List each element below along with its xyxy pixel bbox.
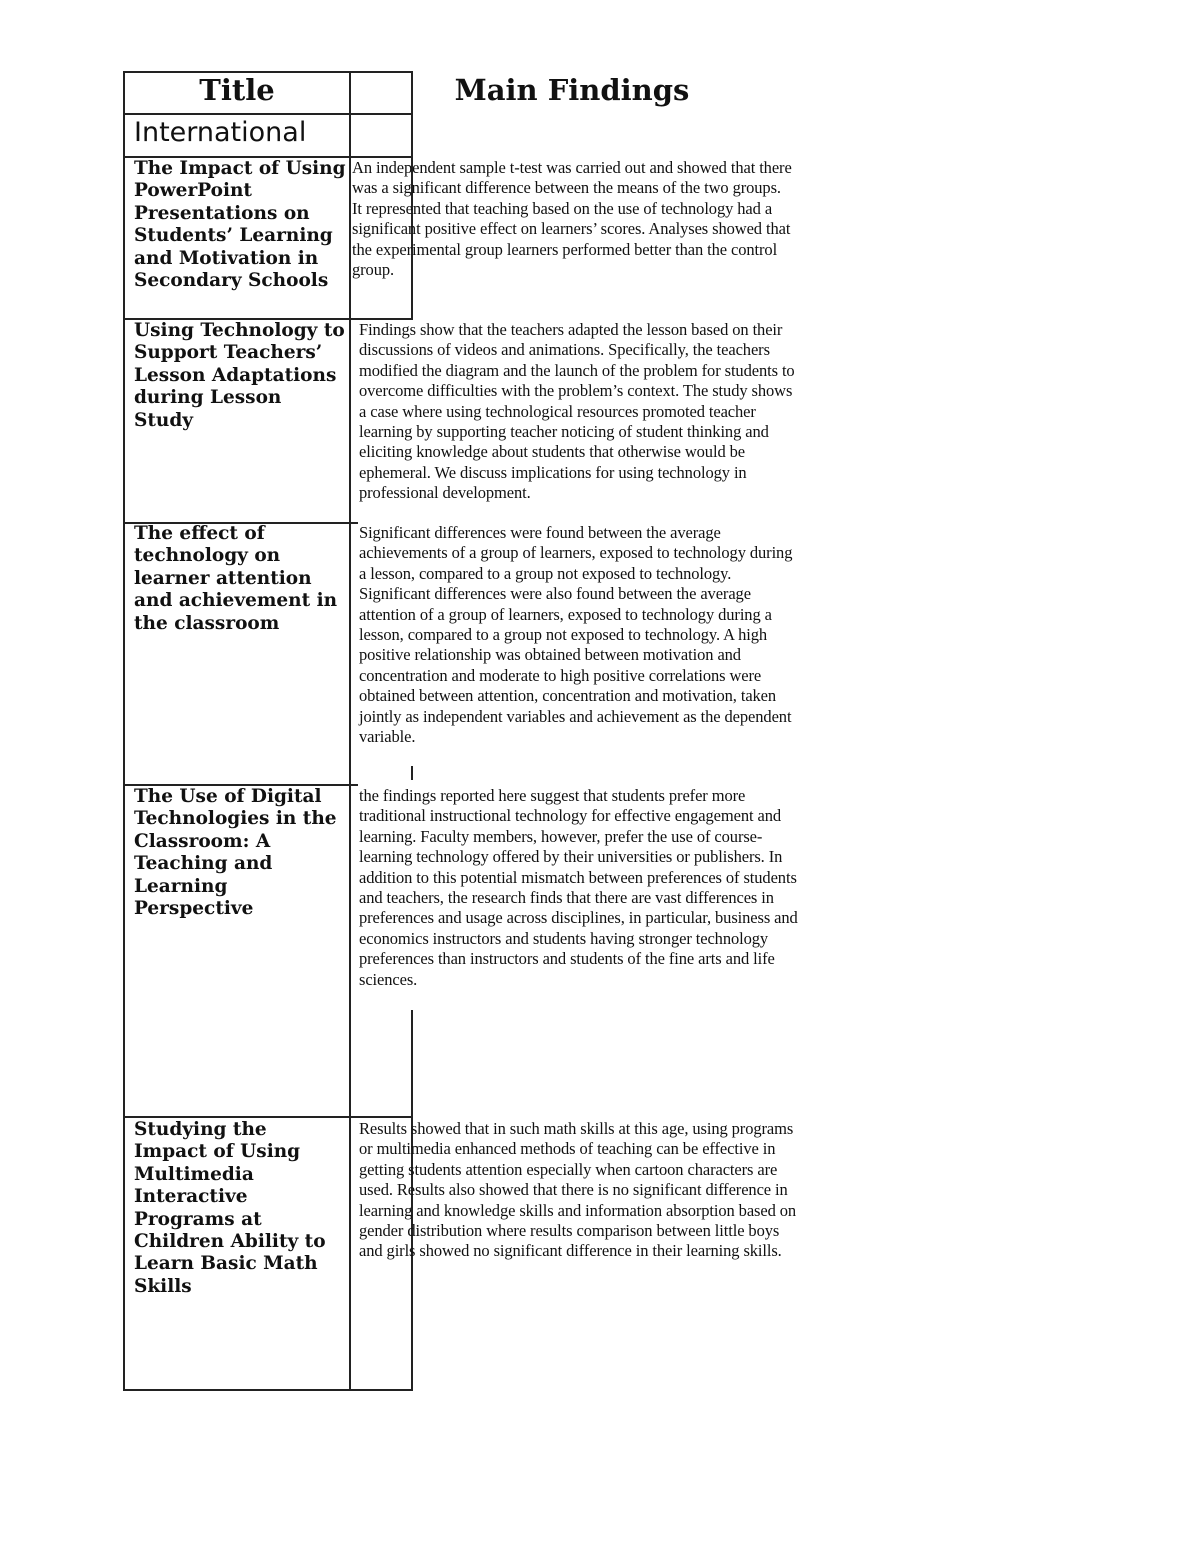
study-finding: Findings show that the teachers adapted the lesson based on their discussions of videos and animations. Specifically, the teachers modified the diagram and the launch of the problem for students to overcome difficulties with the problem’s context. The study shows a case where using technological resources promoted teacher learning by supporting teacher noticing of student thinking and eliciting knowledge about students that otherwise would be ephemeral. We discuss implications for using technology in professional development. — [359, 320, 795, 503]
table-border-left — [123, 71, 125, 1391]
study-title: Studying the Impact of Using Multimedia Interactive Programs at Children Ability to Learn Basic Math Skills — [134, 1119, 326, 1297]
study-finding: An independent sample t-test was carried out and showed that there was a significant difference between the means of the two groups. It represented that teaching based on the use of technology had a significant positive effect on learners’ scores. Analyses showed that the experimental group learners performed better than the control group. — [352, 158, 792, 280]
study-finding: Significant differences were found between the average achievements of a group of learners, exposed to technology during a lesson, compared to a group not exposed to technology. Significant differences were also found between the average attention of a group of learners, exposed to technology during a lesson, compared to a group not exposed to technology. A high positive relationship was obtained between motivation and concentration and moderate to high positive correlations were obtained between attention, concentration and motivation, taken jointly as independent variables and achievement as the dependent variable. — [359, 523, 793, 747]
study-title: The Use of Digital Technologies in the Classroom: A Teaching and Learning Perspective — [134, 786, 337, 920]
table-border-bottom — [123, 1389, 413, 1391]
table-border-right-mid — [411, 766, 413, 780]
study-finding: the findings reported here suggest that students prefer more traditional instructional technology for effective engagement and learning. Faculty members, however, prefer the use of course-learning technology offered by their universities or publishers. In addition to this potential mismatch between preferences of students and teachers, the research finds that there are vast differences in preferences and usage across disciplines, in particular, business and economics instructors and students having stronger technology preferences than instructors and students of the fine arts and life sciences. — [359, 786, 798, 989]
table-column-divider — [349, 71, 351, 1391]
study-title: The Impact of Using PowerPoint Presentations on Students’ Learning and Motivation in Secondary Schools — [134, 158, 346, 292]
section-label-international: International — [134, 117, 307, 148]
row-divider-4 — [123, 1116, 413, 1118]
study-title: Using Technology to Support Teachers’ Lesson Adaptations during Lesson Study — [134, 320, 345, 431]
column-header-title: Title — [199, 73, 275, 107]
column-header-main-findings: Main Findings — [454, 73, 690, 107]
study-finding: Results showed that in such math skills at this age, using programs or multimedia enhanced methods of teaching can be effective in getting students attention especially when cartoon characters are used. Results also showed that there is no significant difference in learning and knowledge skills and information absorption based on gender distribution where results comparison between little boys and girls showed no significant difference in their learning skills. — [359, 1119, 797, 1261]
study-title: The effect of technology on learner attention and achievement in the classroom — [134, 523, 338, 634]
